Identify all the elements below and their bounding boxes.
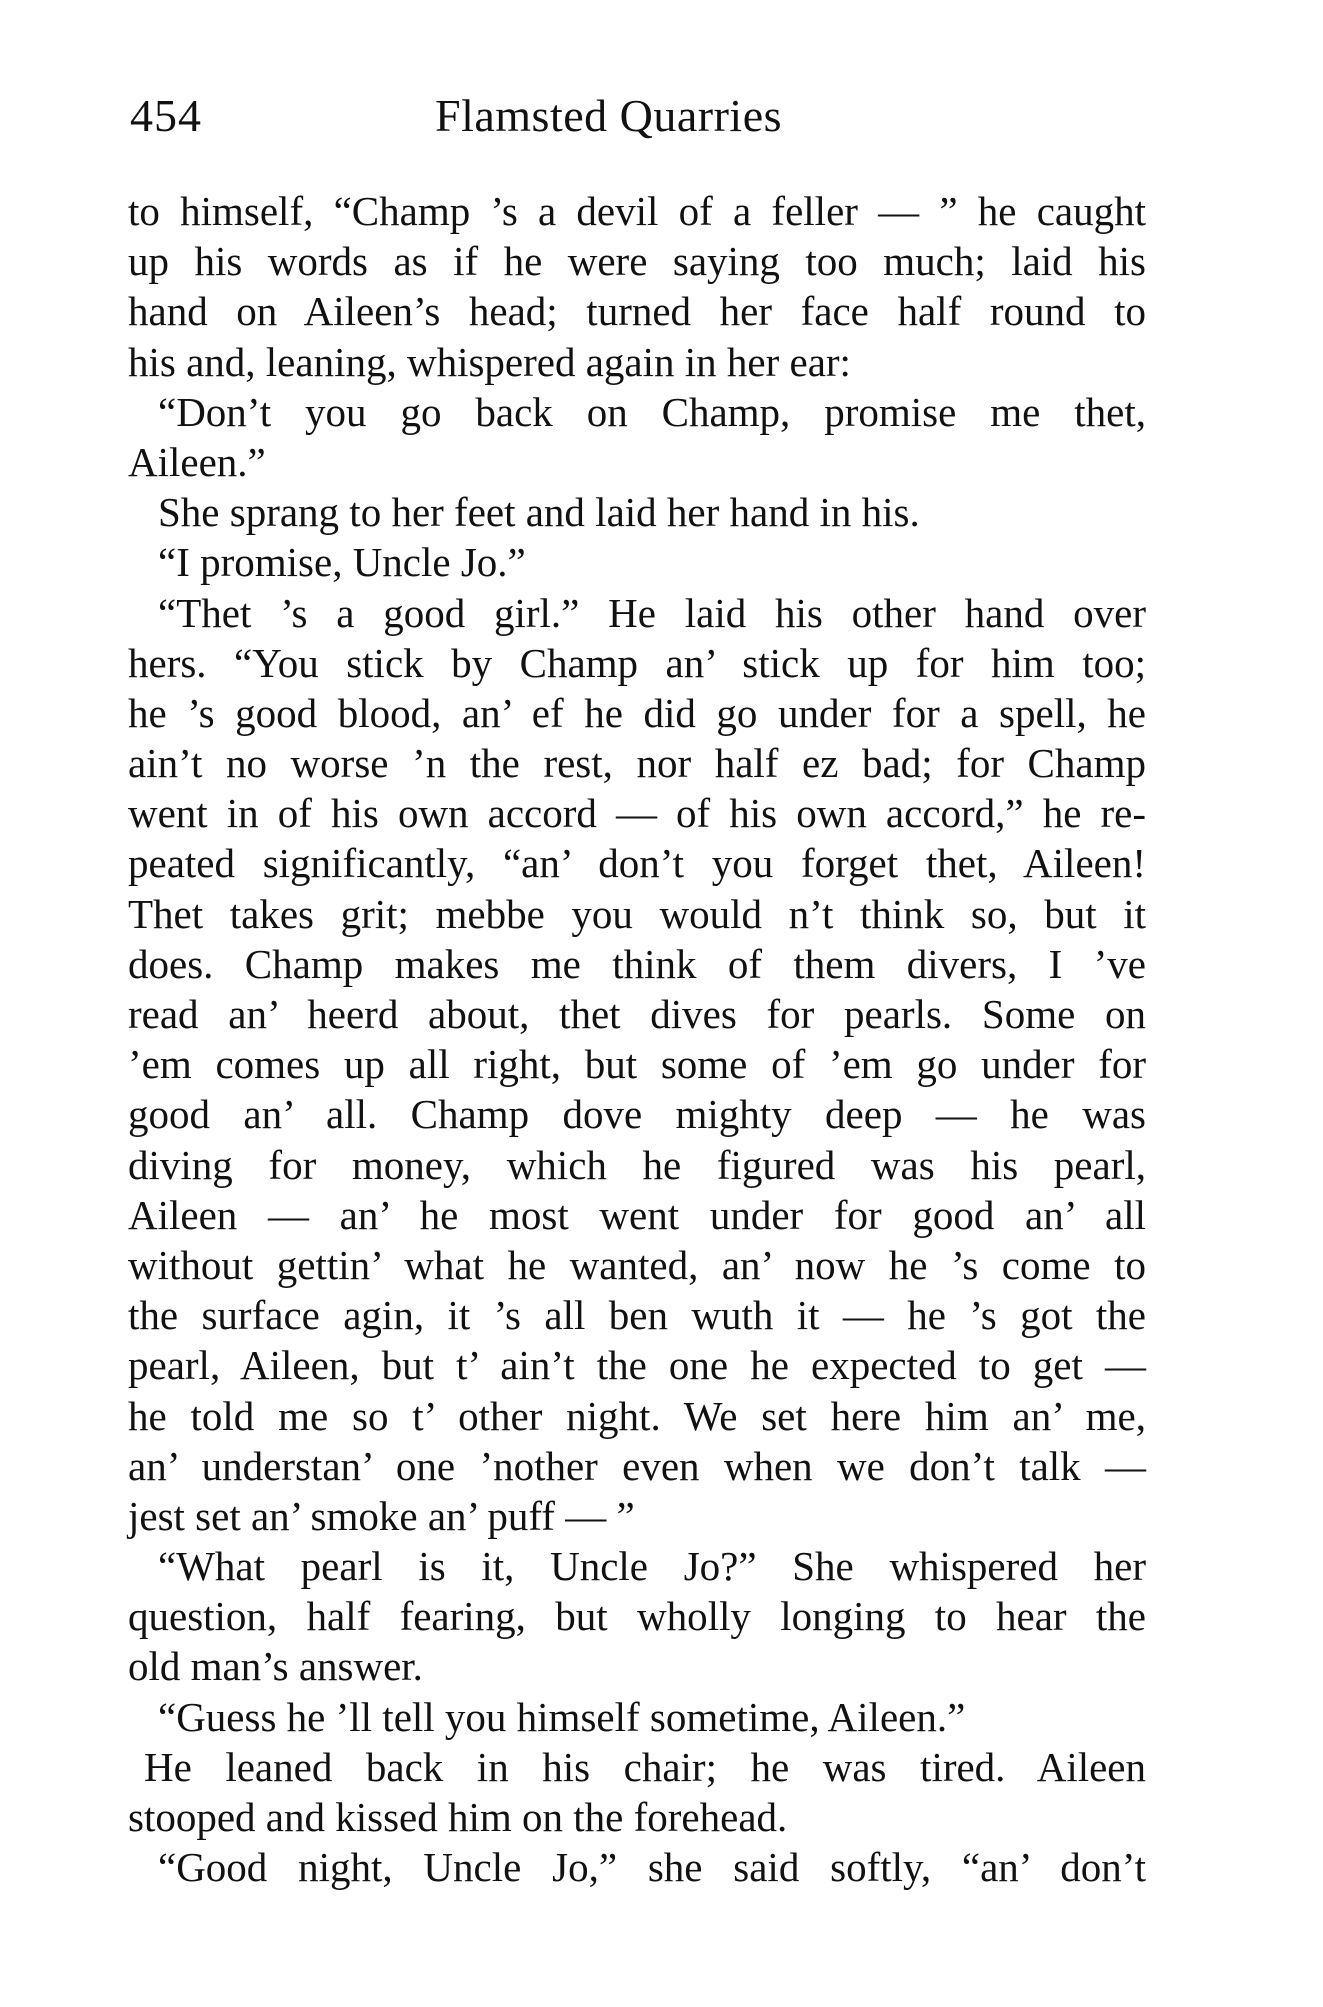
text-line: She sprang to her feet and laid her hand in his. [158, 489, 920, 536]
text-line: “Guess he ’ll tell you himself sometime, Aileen.” [158, 1693, 966, 1740]
text-line: went in of his own accord — of his own accord,” he re- [128, 790, 1146, 837]
text-line: without gettin’ what he wanted, an’ now he ’s come to [128, 1241, 1146, 1288]
text-line: “I promise, Uncle Jo.” [158, 539, 526, 586]
running-title: Flamsted Quarries [435, 90, 783, 141]
text-line: old man’s answer. [128, 1643, 423, 1690]
text-line: good an’ all. Champ dove mighty deep — he was [128, 1091, 1146, 1138]
text-line: he told me so t’ other night. We set here him an’ me, [128, 1392, 1146, 1439]
text-line: up his words as if he were saying too much; laid his [128, 238, 1146, 285]
text-line: “Don’t you go back on Champ, promise me thet, [158, 388, 1146, 435]
text-line: stooped and kissed him on the forehead. [128, 1794, 788, 1840]
page-header [130, 86, 1150, 146]
text-line: an’ understan’ one ’nother even when we don’t talk — [128, 1442, 1146, 1489]
text-line: “What pearl is it, Uncle Jo?” She whispered her [158, 1543, 1146, 1590]
text-line: “Good night, Uncle Jo,” she said softly, “an’ don’t [158, 1844, 1146, 1891]
text-line: Aileen.” [128, 438, 266, 485]
page-number: 454 [130, 90, 202, 141]
text-line: ’em comes up all right, but some of ’em go under for [128, 1041, 1146, 1088]
text-line: hers. “You stick by Champ an’ stick up for him too; [128, 639, 1146, 686]
text-line: his and, leaning, whispered again in her ear: [128, 338, 851, 385]
text-line: the surface agin, it ’s all ben wuth it — he ’s got the [128, 1292, 1146, 1339]
text-line: hand on Aileen’s head; turned her face half round to [128, 288, 1146, 335]
text-line: “Thet ’s a good girl.” He laid his other hand over [158, 589, 1146, 636]
text-line: does. Champ makes me think of them divers, I ’ve [128, 940, 1146, 987]
text-line: He leaned back in his chair; he was tired. Aileen [144, 1743, 1146, 1790]
text-line: peated significantly, “an’ don’t you forget thet, Aileen! [128, 840, 1146, 887]
text-line: Aileen — an’ he most went under for good an’ all [128, 1191, 1146, 1238]
text-line: to himself, “Champ ’s a devil of a feller — ” he caught [128, 188, 1146, 234]
text-line: question, half fearing, but wholly longing to hear the [128, 1593, 1146, 1640]
text-line: diving for money, which he figured was his pearl, [128, 1141, 1146, 1188]
text-line: ain’t no worse ’n the rest, nor half ez bad; for Champ [128, 740, 1146, 787]
body-text [128, 186, 1146, 1892]
text-line: jest set an’ smoke an’ puff — ” [128, 1492, 635, 1539]
text-line: Thet takes grit; mebbe you would n’t think so, but it [128, 890, 1146, 937]
text-line: he ’s good blood, an’ ef he did go under for a spell, he [128, 689, 1146, 736]
text-line: pearl, Aileen, but t’ ain’t the one he expected to get — [128, 1342, 1146, 1389]
text-line: read an’ heerd about, thet dives for pearls. Some on [128, 991, 1146, 1037]
